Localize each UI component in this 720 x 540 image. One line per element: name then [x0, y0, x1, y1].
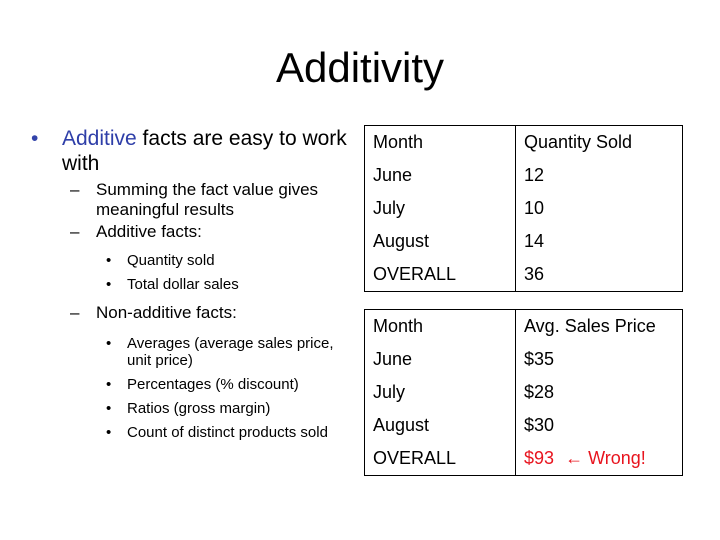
list-item	[28, 400, 348, 417]
header-cell: Month	[365, 310, 516, 344]
total-value: $93	[524, 448, 555, 468]
bullet-dot-icon: •	[106, 400, 112, 417]
table-cell: 10	[516, 192, 683, 225]
table-cell: June	[365, 159, 516, 192]
list-item-text: Ratios (gross margin)	[127, 400, 271, 417]
header-cell: Quantity Sold	[516, 126, 683, 160]
table-cell: $30	[516, 409, 683, 442]
dash-icon: –	[70, 180, 80, 199]
bullet-dot-icon: •	[31, 127, 39, 150]
subpoint-summing	[28, 180, 348, 220]
dash-icon: –	[70, 303, 80, 322]
table-cell: July	[365, 192, 516, 225]
table-total-row	[365, 442, 683, 476]
table-total-row	[365, 258, 683, 292]
bullet-dot-icon: •	[106, 276, 112, 293]
bullet-dot-icon: •	[106, 335, 112, 352]
subpoint-additive	[28, 222, 348, 242]
list-item	[28, 276, 348, 293]
table-cell: August	[365, 225, 516, 258]
quantity-table	[364, 125, 683, 292]
table-cell: 36	[516, 258, 683, 292]
table-row	[365, 192, 683, 225]
table-cell: August	[365, 409, 516, 442]
subpoint-text: Additive facts:	[96, 222, 202, 241]
list-item-text: Percentages (% discount)	[127, 376, 299, 393]
bullet-dot-icon: •	[106, 252, 112, 269]
list-item	[28, 335, 348, 369]
table-cell: OVERALL	[365, 258, 516, 292]
table-row	[365, 225, 683, 258]
list-item-text: Quantity sold	[127, 252, 215, 269]
table-cell: $28	[516, 376, 683, 409]
table-header-row	[365, 310, 683, 344]
table-row	[365, 409, 683, 442]
table-row	[365, 376, 683, 409]
list-item-text: Count of distinct products sold	[127, 424, 328, 441]
subpoint-text: Summing the fact value gives meaningful results	[96, 180, 319, 219]
dash-icon: –	[70, 222, 80, 241]
table-row	[365, 159, 683, 192]
list-item-text: Total dollar sales	[127, 276, 239, 293]
list-item	[28, 252, 348, 269]
header-cell: Month	[365, 126, 516, 160]
table-cell: July	[365, 376, 516, 409]
list-item-text: Averages (average sales price, unit price)	[127, 335, 334, 369]
bullet-list	[28, 126, 348, 441]
header-cell: Avg. Sales Price	[516, 310, 683, 344]
table-cell: June	[365, 343, 516, 376]
table-row	[365, 343, 683, 376]
table-cell: 12	[516, 159, 683, 192]
table-header-row	[365, 126, 683, 160]
subpoint-text: Non-additive facts:	[96, 303, 237, 322]
price-table	[364, 309, 683, 476]
table-cell: OVERALL	[365, 442, 516, 476]
wrong-total-cell	[516, 442, 683, 476]
table-cell: 14	[516, 225, 683, 258]
bullet-dot-icon: •	[106, 376, 112, 393]
bullet-text: facts are easy to work with	[62, 127, 347, 175]
wrong-note: ← Wrong!	[565, 448, 646, 468]
table-cell: $35	[516, 343, 683, 376]
main-bullet	[28, 126, 348, 176]
slide-title: Additivity	[275, 44, 445, 91]
subpoint-non-additive	[28, 303, 348, 323]
bullet-dot-icon: •	[106, 424, 112, 441]
list-item	[28, 424, 348, 441]
bullet-highlight: Additive	[62, 127, 137, 150]
list-item	[28, 376, 348, 393]
